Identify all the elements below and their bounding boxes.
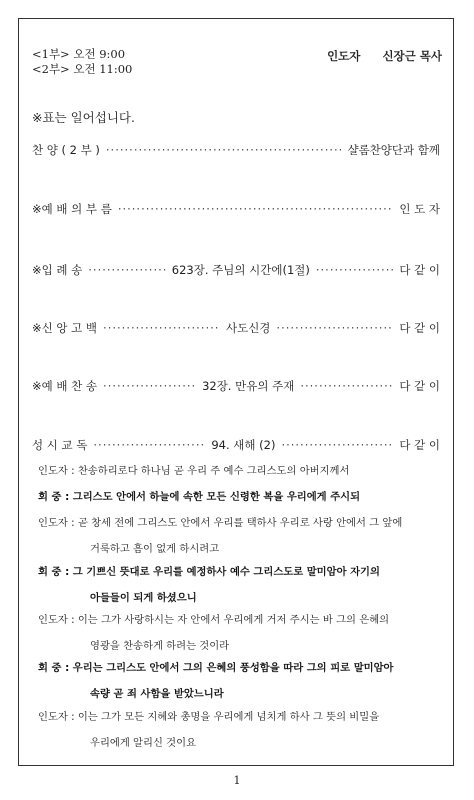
leader-dots <box>281 438 393 452</box>
leader-dots <box>276 321 393 335</box>
responsive-line: 인도자 : 이는 그가 사랑하시는 자 안에서 우리에게 거저 주시는 바 그의 은혜의 <box>38 614 390 626</box>
leader-dots <box>300 379 393 393</box>
leader-dots <box>316 263 394 277</box>
leader-dots <box>106 143 342 157</box>
standing-note: ※표는 일어섭니다. <box>32 110 135 125</box>
leader-dots <box>93 438 205 452</box>
order-item: 찬 양 ( 2 부 ) <box>32 143 100 157</box>
order-detail: 94. 새해 (2) <box>211 438 276 452</box>
responsive-continuation: 아들들이 되게 하셨으니 <box>90 592 197 604</box>
leader-name: 신장근 목사 <box>382 49 442 63</box>
order-performer: 다 같 이 <box>399 263 440 277</box>
order-row <box>32 437 440 453</box>
responsive-continuation: 속량 곧 죄 사함을 받았느니라 <box>90 688 224 700</box>
order-performer: 다 같 이 <box>399 438 440 452</box>
order-detail: 623장. 주님의 시간에(1절) <box>171 263 310 277</box>
leader-dots <box>103 379 196 393</box>
order-row <box>32 262 440 278</box>
leader-dots <box>118 202 394 216</box>
service-time-1: <1부> 오전 9:00 <box>32 47 126 61</box>
responsive-line: 인도자 : 이는 그가 모든 지혜와 총명을 우리에게 넘치게 하사 그 뜻의 비밀을 <box>38 711 380 723</box>
leader-dots <box>103 321 220 335</box>
order-item: ※신 앙 고 백 <box>32 321 98 335</box>
order-item: ※입 례 송 <box>32 263 83 277</box>
leader-role: 인도자 <box>327 49 361 63</box>
order-row <box>32 320 440 336</box>
order-performer: 인 도 자 <box>399 202 440 216</box>
order-row <box>32 378 440 394</box>
service-time-2: <2부> 오전 11:00 <box>32 62 133 76</box>
responsive-continuation: 영광을 찬송하게 하려는 것이라 <box>90 640 230 652</box>
responsive-line: 회 중 : 그 기쁘신 뜻대로 우리를 예정하사 예수 그리스도로 말미암아 자기의 <box>38 566 380 578</box>
responsive-line: 인도자 : 찬송하리로다 하나님 곧 우리 주 예수 그리스도의 아버지께서 <box>38 465 350 477</box>
order-row <box>32 142 440 158</box>
responsive-line: 회 중 : 우리는 그리스도 안에서 그의 은혜의 풍성함을 따라 그의 피로 말미암아 <box>38 662 394 674</box>
order-performer: 다 같 이 <box>399 379 440 393</box>
order-performer: 다 같 이 <box>399 321 440 335</box>
responsive-continuation: 거룩하고 흠이 없게 하시려고 <box>90 543 220 555</box>
order-item: ※예 배 찬 송 <box>32 379 98 393</box>
order-performer: 샬롬찬양단과 함께 <box>347 143 440 157</box>
order-row <box>32 201 440 217</box>
order-detail: 32장. 만유의 주재 <box>202 379 295 393</box>
order-detail: 사도신경 <box>225 321 271 335</box>
responsive-continuation: 우리에게 알리신 것이요 <box>90 737 197 749</box>
order-item: 성 시 교 독 <box>32 438 88 452</box>
leader-info <box>327 48 442 64</box>
responsive-line: 회 중 : 그리스도 안에서 하늘에 속한 모든 신령한 복을 우리에게 주시되 <box>38 491 361 503</box>
page-number: 1 <box>233 774 241 787</box>
leader-dots <box>88 263 166 277</box>
responsive-line: 인도자 : 곧 창세 전에 그리스도 안에서 우리를 택하사 우리로 사랑 안에서 그 앞에 <box>38 517 403 529</box>
order-item: ※예 배 의 부 름 <box>32 202 112 216</box>
